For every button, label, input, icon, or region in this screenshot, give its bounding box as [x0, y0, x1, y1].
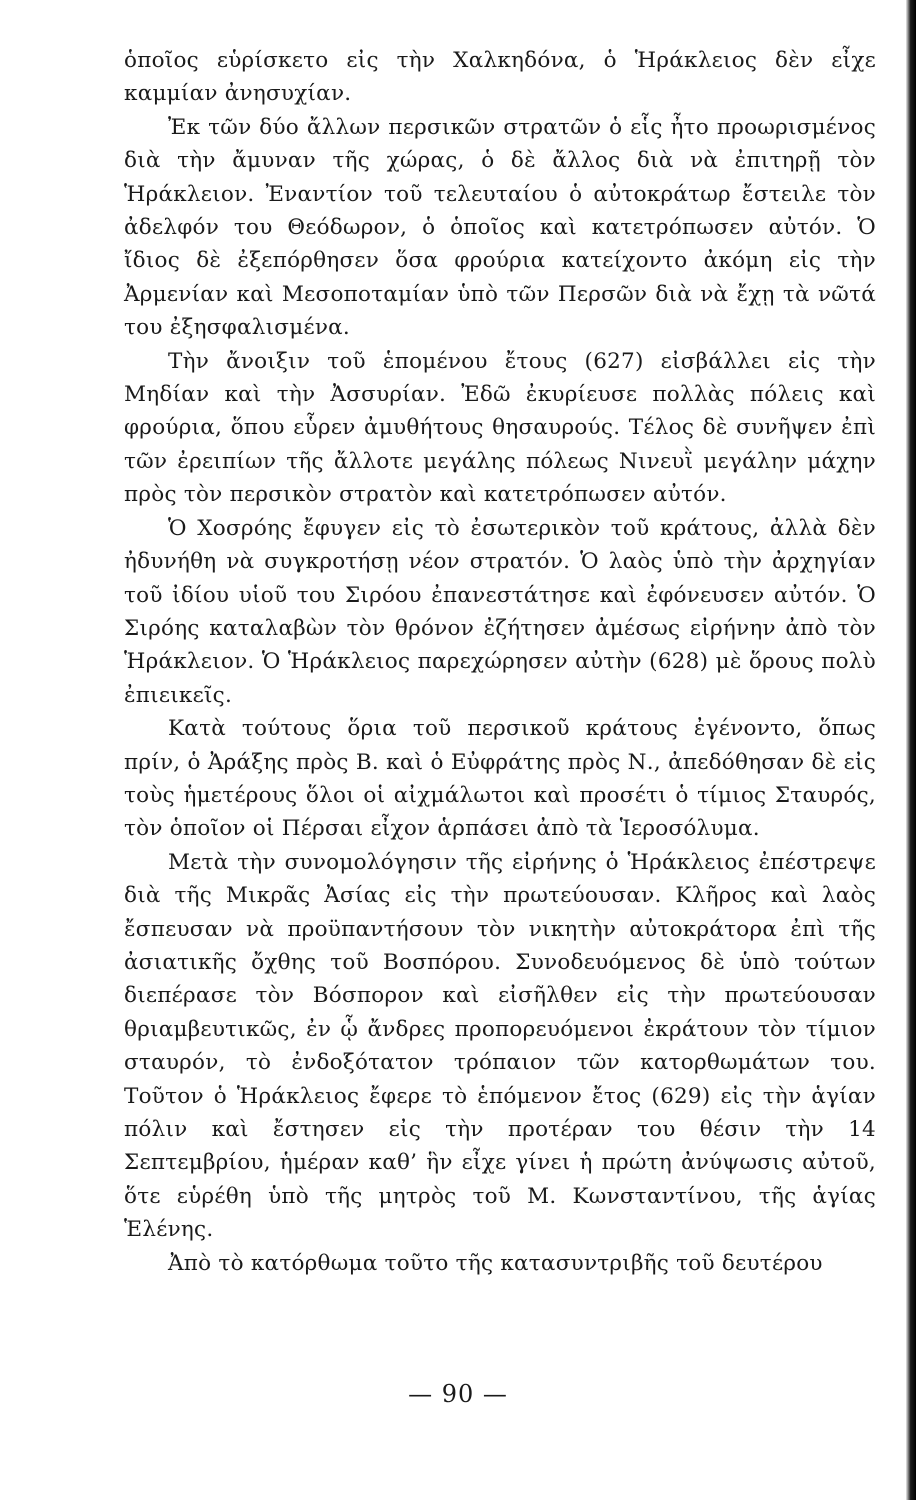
paragraph: Ἀπὸ τὸ κατόρθωμα τοῦτο τῆς κατασυντριβῆς τοῦ δευτέρου [168, 1250, 823, 1276]
page-right-edge-shadow [906, 0, 916, 1500]
paragraph: Ἐκ τῶν δύο ἄλλων περσικῶν στρατῶν ὁ εἷς ἦτο προωρισμένος διὰ τὴν ἄμυναν τῆς χώρας, ὁ δὲ ἄλλος διὰ νὰ ἐπιτηρῇ τὸν Ἡράκλειον. Ἐναντίον τοῦ τελευταίου ὁ αὐτοκράτωρ ἔστειλε τὸν ἀδελφόν του Θεόδωρον, ὁ ὁποῖος καὶ κατετρόπωσεν αὐτόν. Ὁ ἴδιος δὲ ἐξεπόρθησεν ὅσα φρούρια κατείχοντο ἀκόμη εἰς τὴν Ἀρμενίαν καὶ Μεσοποταμίαν ὑπὸ τῶν Περσῶν διὰ νὰ ἔχῃ τὰ νῶτά του ἐξησφαλισμένα. [124, 114, 876, 341]
paragraph: Τὴν ἄνοιξιν τοῦ ἑπομένου ἔτους (627) εἰσβάλλει εἰς τὴν Μηδίαν καὶ τὴν Ἀσσυρίαν. Ἐδῶ ἐκυρίευσε πολλὰς πόλεις καὶ φρούρια, ὅπου εὗρεν ἀμυθήτους θησαυρούς. Τέλος δὲ συνῆψεν ἐπὶ τῶν ἐρειπίων τῆς ἄλλοτε μεγάλης πόλεως Νινευῒ μεγάλην μάχην πρὸς τὸν περσικὸν στρατὸν καὶ κατετρόπωσεν αὐτόν. [124, 348, 876, 508]
page-body [124, 44, 876, 1280]
paragraph: Μετὰ τὴν συνομολόγησιν τῆς εἰρήνης ὁ Ἡράκλειος ἐπέστρεψε διὰ τῆς Μικρᾶς Ἀσίας εἰς τὴν πρωτεύουσαν. Κλῆρος καὶ λαὸς ἔσπευσαν νὰ προϋπαντήσουν τὸν νικητὴν αὐτοκράτορα ἐπὶ τῆς ἀσιατικῆς ὄχθης τοῦ Βοσπόρου. Συνοδευόμενος δὲ ὑπὸ τούτων διεπέρασε τὸν Βόσπορον καὶ εἰσῆλθεν εἰς τὴν πρωτεύουσαν θριαμβευτικῶς, ἐν ᾧ ἄνδρες προπορευόμενοι ἐκράτουν τὸν τίμιον σταυρόν, τὸ ἐνδοξότατον τρόπαιον τῶν κατορθωμάτων του. Τοῦτον ὁ Ἡράκλειος ἔφερε τὸ ἑπόμενον ἔτος (629) εἰς τὴν ἁγίαν πόλιν καὶ ἔστησεν εἰς τὴν προτέραν του θέσιν τὴν 14 Σεπτεμβρίου, ἡμέραν καθ’ ἣν εἶχε γίνει ἡ πρώτη ἀνύψωσις αὐτοῦ, ὅτε εὑρέθη ὑπὸ τῆς μητρὸς τοῦ Μ. Κωνσταντίνου, τῆς ἁγίας Ἑλένης. [124, 849, 876, 1243]
paragraph: Κατὰ τούτους ὅρια τοῦ περσικοῦ κράτους ἐγένοντο, ὅπως πρίν, ὁ Ἀράξης πρὸς Β. καὶ ὁ Εὐφράτης πρὸς Ν., ἀπεδόθησαν δὲ εἰς τοὺς ἡμετέρους ὅλοι οἱ αἰχμάλωτοι καὶ προσέτι ὁ τίμιος Σταυρός, τὸν ὁποῖον οἱ Πέρσαι εἶχον ἁρπάσει ἀπὸ τὰ Ἱεροσόλυμα. [124, 716, 876, 842]
paragraph: Ὁ Χοσρόης ἔφυγεν εἰς τὸ ἐσωτερικὸν τοῦ κράτους, ἀλλὰ δὲν ἠδυνήθη νὰ συγκροτήσῃ νέον στρατόν. Ὁ λαὸς ὑπὸ τὴν ἀρχηγίαν τοῦ ἰδίου υἱοῦ του Σιρόου ἐπανεστάτησε καὶ ἐφόνευσεν αὐτόν. Ὁ Σιρόης καταλαβὼν τὸν θρόνον ἐζήτησεν ἀμέσως εἰρήνην ἀπὸ τὸν Ἡράκλειον. Ὁ Ἡράκλειος παρεχώρησεν αὐτὴν (628) μὲ ὅρους πολὺ ἐπιεικεῖς. [124, 515, 876, 708]
page-number: — 90 — [408, 1380, 508, 1408]
paragraph-continuation: ὁποῖος εὑρίσκετο εἰς τὴν Χαλκηδόνα, ὁ Ἡράκλειος δὲν εἶχε καμμίαν ἀνησυχίαν. [124, 48, 876, 107]
